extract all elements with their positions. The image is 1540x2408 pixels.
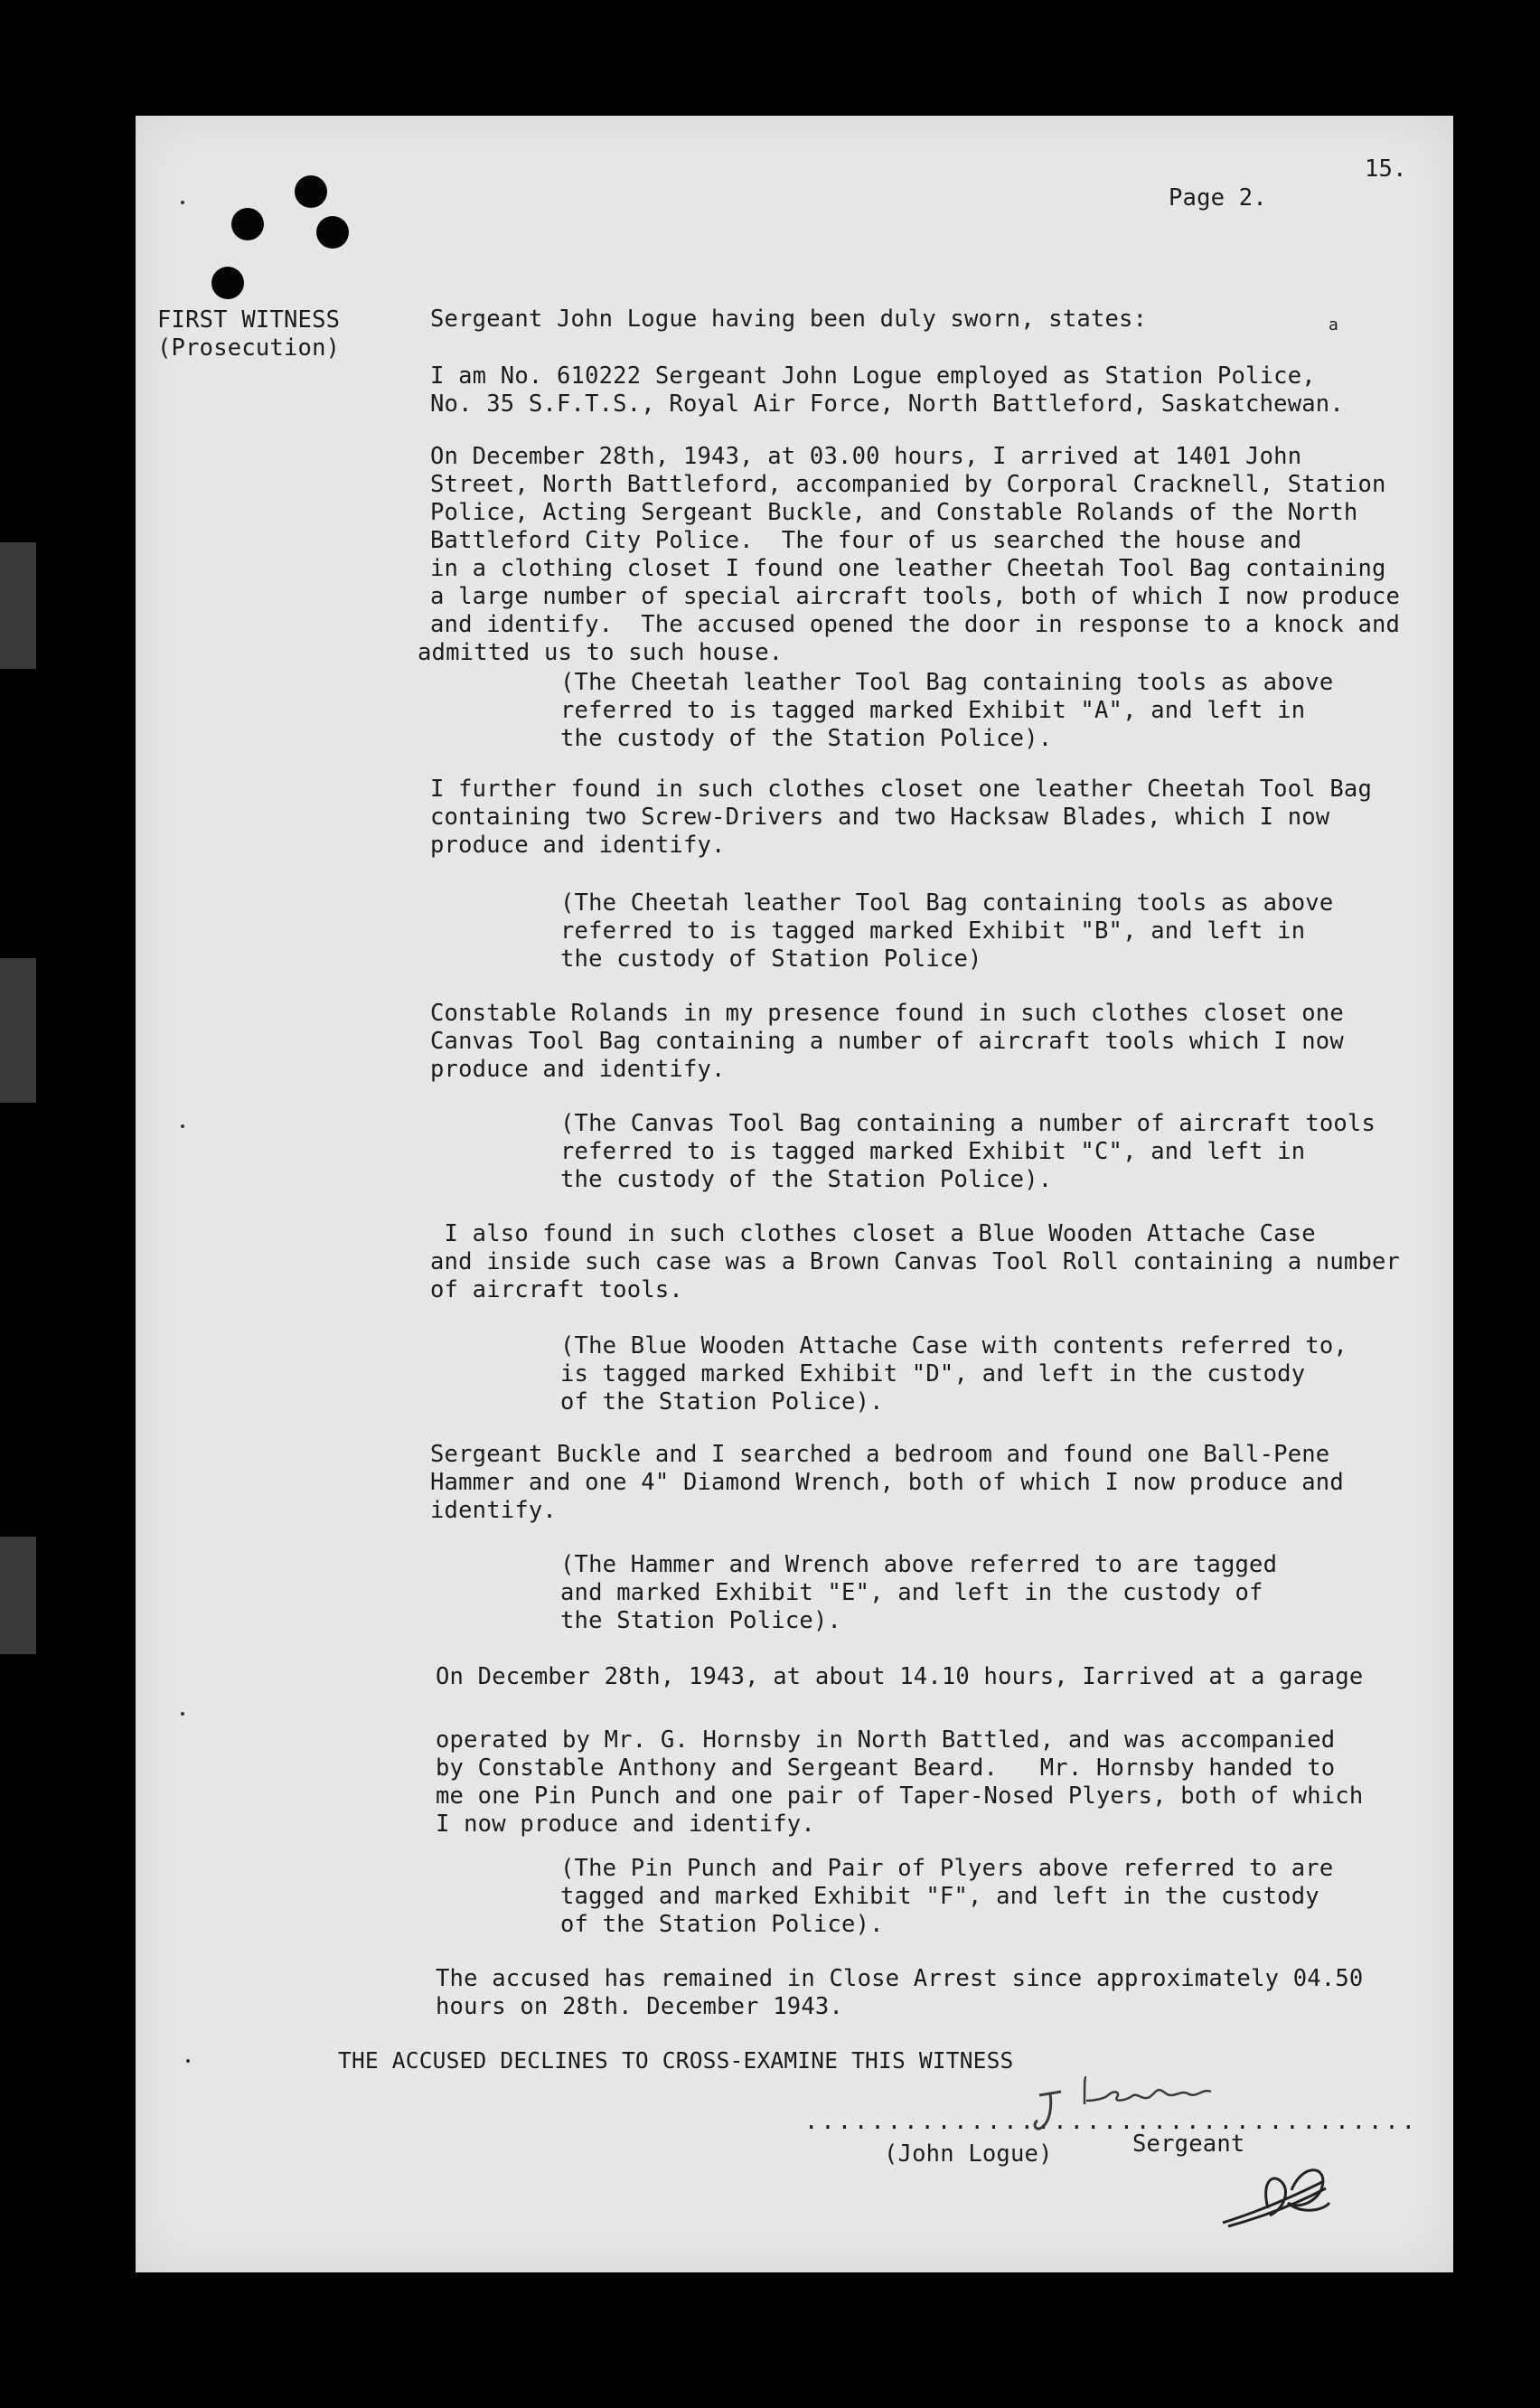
statement-line-p6: (The Cheetah leather Tool Bag containing tools as above bbox=[560, 889, 1334, 917]
statement-line-p10: (The Blue Wooden Attache Case with contents referred to, bbox=[560, 1332, 1348, 1359]
statement-line-p4: referred to is tagged marked Exhibit "A", and left in bbox=[560, 697, 1306, 724]
statement-line-p13: On December 28th, 1943, at about 14.10 hours, Iarrived at a garage bbox=[436, 1663, 1364, 1690]
statement-line-p3: Police, Acting Sergeant Buckle, and Constable Rolands of the North bbox=[430, 499, 1358, 526]
document-page: 15. Page 2. FIRST WITNESS (Prosecution) a Sergeant John Logue having been duly sworn, states: I am No. 610222 Sergeant John Logue employed as Station Police, No. 35 S.F.T.S., Royal Air Force, North Battleford, Saskatchewan. On December 28th, 1943, at 03.00 hours, I arrived at 1401 John Street, North Battleford, accompanied by Corporal Cracknell, Station Police, Acting Sergeant Buckle, and Constable Rolands of the North Battleford City Police. The four of us searched the house and in a clothing closet I found one leather Cheetah Tool Bag containing a large number of special aircraft tools, both of which I now produce and identify. The accused opened the door in response to a knock and admitted us to such house. (The Cheetah leather Tool Bag containing tools as above referred to is tagged marked Exhibit "A", and left in the custody of the Station Police). I further found in such clothes closet one leather Cheetah Tool Bag containing two Screw-Drivers and two Hacksaw Blades, which I now produce and identify. (The Cheetah leather Tool Bag containing tools as above referred to is tagged marked Exhibit "B", and left in the custody of Station Police) Constable Rolands in my presence found in such clothes closet one Canvas Tool Bag containing a number of aircraft tools which I now produce and identify. (The Canvas Tool Bag containing a number of aircraft tools referred to is tagged marked Exhibit "C", and left in the custody of the Station Police). I also found in such clothes closet a Blue Wooden Attache Case and inside such case was a Brown Canvas Tool Roll containing a number of aircraft tools. (The Blue Wooden Attache Case with contents referred to, is tagged marked Exhibit "D", and left in the custody of the Station Police). Sergeant Buckle and I searched a bedroom and found one Ball-Pene Hammer and one 4" Diamond Wrench, both of which I now produce and identify. (The Hammer and Wrench above referred to are tagged and marked Exhibit "E", and left in the custody of the Station Police). On December 28th, 1943, at about 14.10 hours, Iarrived at a garage operated by Mr. G. Hornsby in North Battled, and was accompanied by Constable Anthony and Sergeant Beard. Mr. Hornsby handed to me one Pin Punch and one pair of Taper-Nosed Plyers, both of which I now produce and identify. (The Pin Punch and Pair of Plyers above referred to are tagged and marked Exhibit "F", and left in the custody of the Station Police). The accused has remained in Close Arrest since approximately 04.50 hours on 28th. December 1943. THE ACCUSED DECLINES TO CROSS-EXAMINE THIS WITNESS ..................................... (John Logue) Sergeant bbox=[136, 116, 1453, 2272]
handwritten-signature bbox=[1030, 2068, 1265, 2140]
statement-line-p15: tagged and marked Exhibit "F", and left in the custody bbox=[560, 1883, 1319, 1910]
punch-hole bbox=[211, 267, 244, 299]
stray-mark: a bbox=[1329, 315, 1339, 334]
statement-line-p3: and identify. The accused opened the door in response to a knock and bbox=[430, 611, 1401, 638]
statement-line-p3: a large number of special aircraft tools, both of which I now produce bbox=[430, 583, 1401, 610]
statement-line-p2: No. 35 S.F.T.S., Royal Air Force, North Battleford, Saskatchewan. bbox=[430, 390, 1344, 418]
statement-line-p3: admitted us to such house. bbox=[418, 639, 784, 666]
signatory-name: (John Logue) bbox=[884, 2140, 1053, 2168]
statement-line-p7: Constable Rolands in my presence found in such clothes closet one bbox=[430, 1000, 1344, 1027]
statement-line-p9: of aircraft tools. bbox=[430, 1276, 683, 1303]
statement-line-p5: produce and identify. bbox=[430, 832, 726, 859]
punch-hole bbox=[295, 175, 327, 208]
statement-line-p3: Battleford City Police. The four of us searched the house and bbox=[430, 527, 1302, 554]
statement-line-p16: hours on 28th. December 1943. bbox=[436, 1993, 844, 2020]
statement-line-p14: me one Pin Punch and one pair of Taper-Nosed Plyers, both of which bbox=[436, 1782, 1364, 1810]
statement-line-p15: (The Pin Punch and Pair of Plyers above referred to are bbox=[560, 1855, 1334, 1882]
statement-line-p14: I now produce and identify. bbox=[436, 1811, 815, 1838]
statement-line-p14: operated by Mr. G. Hornsby in North Battled, and was accompanied bbox=[436, 1726, 1336, 1754]
statement-line-p3: in a clothing closet I found one leather Cheetah Tool Bag containing bbox=[430, 555, 1386, 582]
page-label: Page 2. bbox=[1169, 184, 1267, 212]
closing-statement: THE ACCUSED DECLINES TO CROSS-EXAMINE THIS WITNESS bbox=[338, 2047, 1014, 2074]
statement-line-p7: produce and identify. bbox=[430, 1056, 726, 1083]
punch-hole bbox=[316, 216, 349, 249]
statement-line-p6: the custody of Station Police) bbox=[560, 945, 982, 973]
statement-line-p12: and marked Exhibit "E", and left in the custody of bbox=[560, 1579, 1263, 1606]
statement-line-p5: containing two Screw-Drivers and two Hacksaw Blades, which I now bbox=[430, 804, 1330, 831]
initials-mark bbox=[1216, 2145, 1342, 2235]
statement-line-p6: referred to is tagged marked Exhibit "B", and left in bbox=[560, 917, 1306, 945]
statement-line-p10: of the Station Police). bbox=[560, 1388, 884, 1416]
statement-line-p15: of the Station Police). bbox=[560, 1911, 884, 1938]
statement-line-p11: identify. bbox=[430, 1497, 557, 1524]
signature-dotted-line: ..................................... bbox=[804, 2108, 1419, 2135]
statement-line-p14: by Constable Anthony and Sergeant Beard. Mr. Hornsby handed to bbox=[436, 1754, 1336, 1782]
statement-line-p4: the custody of the Station Police). bbox=[560, 725, 1053, 752]
statement-line-p3: On December 28th, 1943, at 03.00 hours, I arrived at 1401 John bbox=[430, 443, 1302, 470]
statement-line-p4: (The Cheetah leather Tool Bag containing tools as above bbox=[560, 669, 1334, 696]
statement-line-p11: Hammer and one 4" Diamond Wrench, both of which I now produce and bbox=[430, 1469, 1344, 1496]
statement-line-p8: (The Canvas Tool Bag containing a number of aircraft tools bbox=[560, 1110, 1376, 1137]
punch-hole bbox=[231, 208, 264, 240]
statement-line-p12: the Station Police). bbox=[560, 1607, 842, 1634]
statement-line-p1: Sergeant John Logue having been duly sworn, states: bbox=[430, 306, 1148, 333]
statement-line-p16: The accused has remained in Close Arrest since approximately 04.50 bbox=[436, 1965, 1364, 1992]
statement-line-p9: and inside such case was a Brown Canvas Tool Roll containing a number bbox=[430, 1248, 1401, 1275]
statement-line-p12: (The Hammer and Wrench above referred to are tagged bbox=[560, 1551, 1278, 1578]
statement-line-p8: the custody of the Station Police). bbox=[560, 1166, 1053, 1193]
signatory-rank: Sergeant bbox=[1132, 2131, 1245, 2158]
folio-number: 15. bbox=[1365, 155, 1407, 183]
statement-line-p9: I also found in such clothes closet a Blue Wooden Attache Case bbox=[430, 1220, 1316, 1247]
statement-line-p3: Street, North Battleford, accompanied by Corporal Cracknell, Station bbox=[430, 471, 1386, 498]
statement-line-p2: I am No. 610222 Sergeant John Logue employed as Station Police, bbox=[430, 362, 1316, 390]
statement-line-p11: Sergeant Buckle and I searched a bedroom and found one Ball-Pene bbox=[430, 1441, 1330, 1468]
statement-line-p10: is tagged marked Exhibit "D", and left in the custody bbox=[560, 1360, 1306, 1387]
statement-line-p7: Canvas Tool Bag containing a number of aircraft tools which I now bbox=[430, 1028, 1344, 1055]
statement-line-p8: referred to is tagged marked Exhibit "C", and left in bbox=[560, 1138, 1306, 1165]
statement-line-p5: I further found in such clothes closet one leather Cheetah Tool Bag bbox=[430, 776, 1373, 803]
